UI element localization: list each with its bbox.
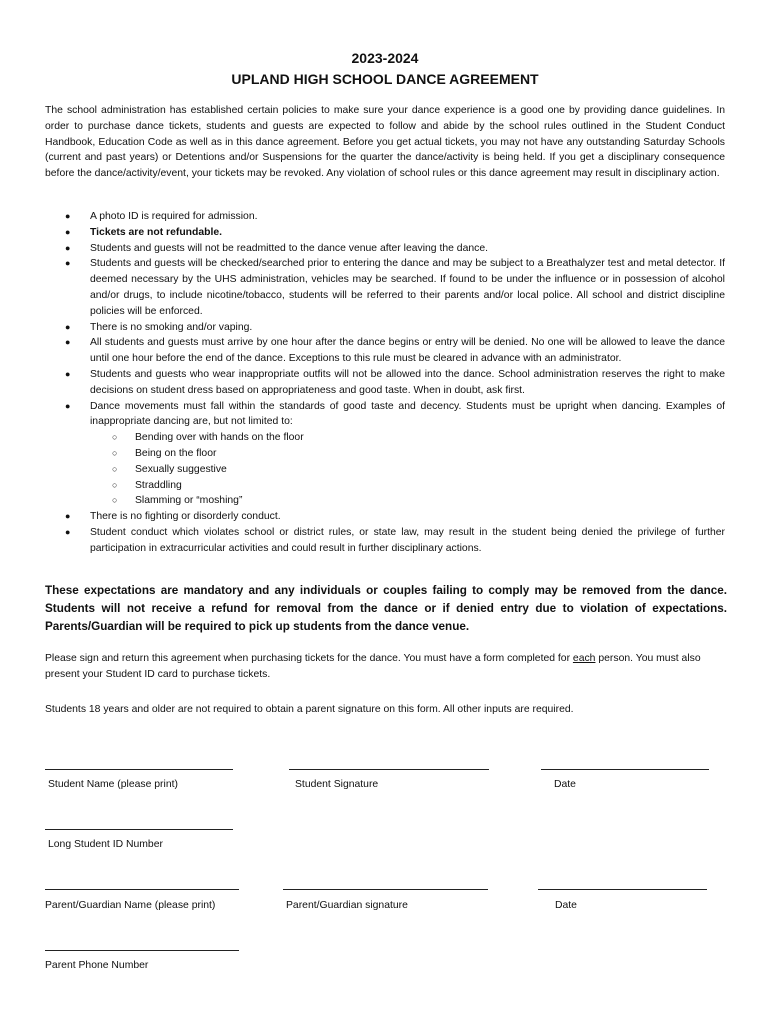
rule-item: ● Tickets are not refundable. (45, 225, 725, 241)
student-date-line[interactable] (541, 769, 709, 770)
parent-phone-label: Parent Phone Number (45, 960, 149, 971)
sign-instructions: Please sign and return this agreement when purchasing tickets for the dance. You must have a form completed for each person. You must also present your Student ID card to purchase tickets. (45, 653, 701, 680)
rules-list (45, 209, 725, 557)
rule-item: ● All students and guests must arrive by one hour after the dance begins or entry will be denied. No one will be allowed to leave the dance until one hour before the end of the dance. Exceptions to this rule must be cleared in advance with an administrator. (45, 335, 725, 367)
document-title: UPLAND HIGH SCHOOL DANCE AGREEMENT (231, 71, 539, 87)
rule-item: ● Students and guests will be checked/searched prior to entering the dance and may be subject to a Breathalyzer test and metal detector. If deemed necessary by the UHS administration, vehicles may be searched. If found to be under the influence or in possession of alcohol and/or drugs, to include nicotine/tobacco, students will be referred to their parents and/or local police. All school and district discipline policies will be enforced. (45, 256, 725, 319)
rule-item: ● Students and guests who wear inappropriate outfits will not be allowed into the dance. School administration reserves the right to make decisions on student dress based on appropriateness and good taste. When in doubt, ask first. (45, 367, 725, 399)
parent-date-line[interactable] (538, 889, 707, 890)
student-name-line[interactable] (45, 769, 233, 770)
parent-phone-line[interactable] (45, 950, 239, 951)
parent-signature-label: Parent/Guardian signature (286, 900, 408, 911)
emphasis-each: each (572, 653, 596, 664)
parent-date-label: Date (555, 900, 577, 911)
rule-item: ● Students and guests will not be readmitted to the dance venue after leaving the dance. (45, 241, 725, 257)
rule-item: ● Student conduct which violates school or district rules, or state law, may result in the student being denied the privilege of further participation in extracurricular activities and could result in further disciplinary actions. (45, 525, 725, 557)
student-id-line[interactable] (45, 829, 233, 830)
age-note: Students 18 years and older are not required to obtain a parent signature on this form. All other inputs are required. (45, 704, 574, 715)
student-id-label: Long Student ID Number (48, 839, 163, 850)
sub-list-item: ○ Slamming or “moshing” (90, 493, 725, 509)
document-year: 2023-2024 (351, 50, 419, 66)
parent-name-line[interactable] (45, 889, 239, 890)
rule-item: ● There is no smoking and/or vaping. (45, 320, 725, 336)
inappropriate-dancing-list (90, 430, 725, 509)
sub-list-item: ○ Straddling (90, 478, 725, 494)
student-signature-label: Student Signature (295, 779, 379, 790)
sub-list-item: ○ Sexually suggestive (90, 462, 725, 478)
student-name-label: Student Name (please print) (48, 779, 178, 790)
parent-signature-line[interactable] (283, 889, 488, 890)
intro-paragraph: The school administration has established certain policies to make sure your dance experience is a good one by providing dance guidelines. In order to purchase dance tickets, students and guests are expected to follow and abide by the school rules outlined in the Student Conduct Handbook, Education Code as well as in this dance agreement. Before you get actual tickets, you may not have any outstanding Saturday Schools (current and past years) or Detentions and/or Suspensions for the quarter the dance/activity is being held. If you get a disciplinary consequence before the dance/activity/event, your tickets may be revoked. Any violation of school rules or this dance agreement may result in disciplinary action. (45, 105, 725, 180)
parent-name-label: Parent/Guardian Name (please print) (45, 900, 216, 911)
rule-item: ● There is no fighting or disorderly conduct. (45, 509, 725, 525)
rule-item: ● Dance movements must fall within the standards of good taste and decency. Students must be upright when dancing. Examples of inappropriate dancing are, but not limited to: ○ Bending over with hands on the floor ○ Being on the floor ○ Sexually suggestive ○ Straddling ○ Slamming or “moshing” (45, 399, 725, 510)
expectations-notice: These expectations are mandatory and any individuals or couples failing to comply may be removed from the dance. Students will not receive a refund for removal from the dance or if denied entry due to violation of expectations. Parents/Guardian will be required to pick up students from the dance venue. (45, 584, 727, 633)
sub-list-item: ○ Being on the floor (90, 446, 725, 462)
sub-list-item: ○ Bending over with hands on the floor (90, 430, 725, 446)
rule-item: ● A photo ID is required for admission. (45, 209, 725, 225)
student-signature-line[interactable] (289, 769, 489, 770)
student-date-label: Date (554, 779, 576, 790)
